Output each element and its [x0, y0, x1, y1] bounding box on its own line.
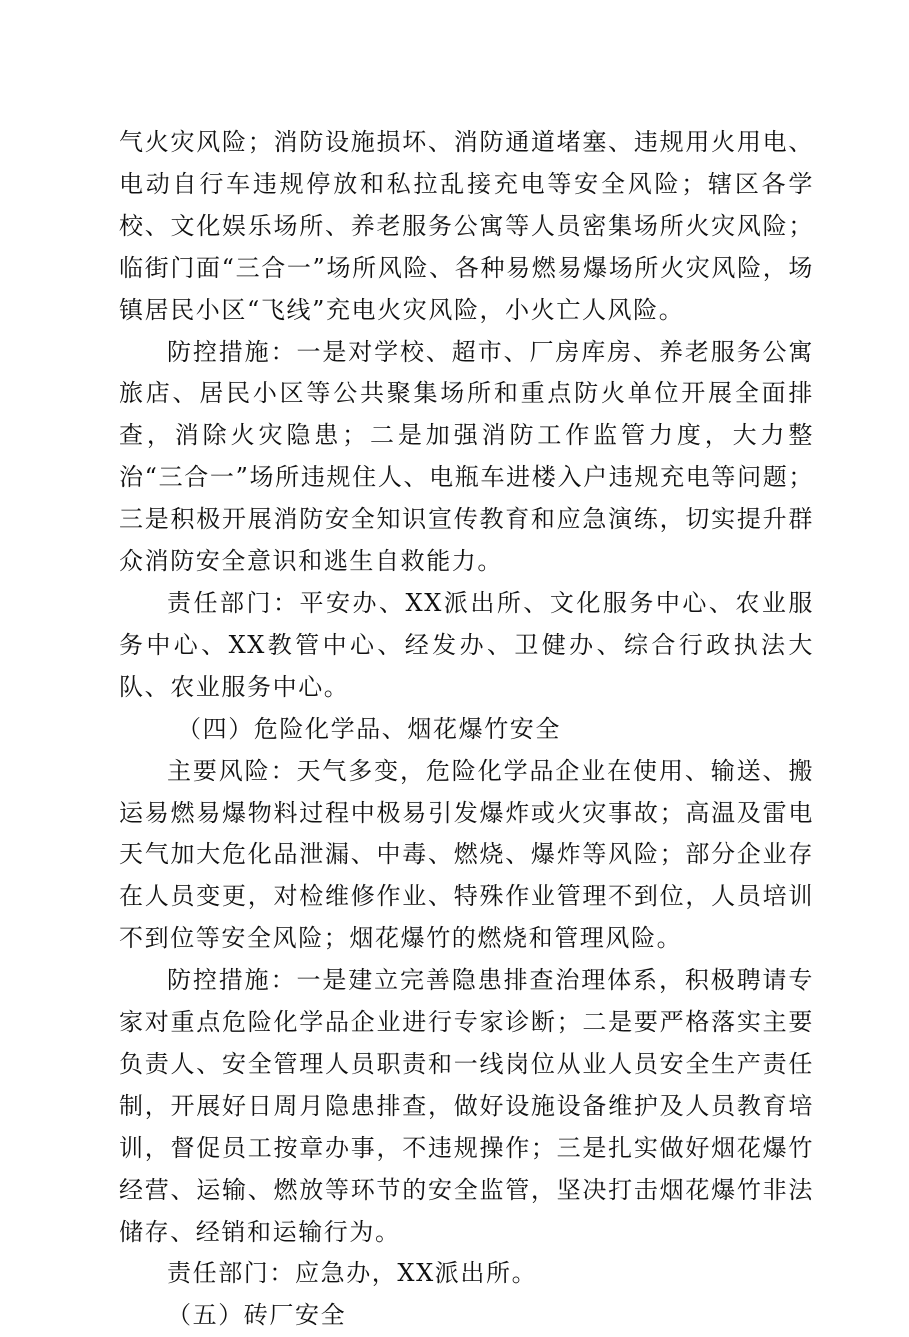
paragraph-chemical-responsible-departments: 责任部门：应急办，XX派出所。: [167, 1259, 538, 1288]
section-heading-brick-factory: （五）砖厂安全: [167, 1301, 347, 1330]
paragraph-fire-responsible-departments: 责任部门：平安办、XX派出所、文化服务中心、农业服务中心、XX教管中心、经发办、卫健办、综合行政执法大队、农业服务中心。: [119, 588, 814, 701]
section-heading-hazardous-chemicals: （四）危险化学品、烟花爆竹安全: [177, 714, 561, 743]
paragraph-chemical-main-risks: 主要风险：天气多变，危险化学品企业在使用、输送、搬运易燃易爆物料过程中极易引发爆炸或火灾事故；高温及雷电天气加大危化品泄漏、中毒、燃烧、爆炸等风险；部分企业存在人员变更，对检维修作业、特殊作业管理不到位，人员培训不到位等安全风险；烟花爆竹的燃烧和管理风险。: [119, 756, 814, 953]
paragraph-fire-prevention-measures: 防控措施：一是对学校、超市、厂房库房、养老服务公寓旅店、居民小区等公共聚集场所和重点防火单位开展全面排查，消除火灾隐患；二是加强消防工作监管力度，大力整治“三合一”场所违规住人、电瓶车进楼入户违规充电等问题；三是积极开展消防安全知识宣传教育和应急演练，切实提升群众消防安全意识和逃生自救能力。: [119, 337, 814, 576]
paragraph-fire-risk-continued: 气火灾风险；消防设施损坏、消防通道堵塞、违规用火用电、电动自行车违规停放和私拉乱接充电等安全风险；辖区各学校、文化娱乐场所、养老服务公寓等人员密集场所火灾风险；临街门面“三合一”场所风险、各种易燃易爆场所火灾风险，场镇居民小区“飞线”充电火灾风险，小火亡人风险。: [119, 128, 814, 324]
document-body: [119, 122, 814, 1337]
paragraph-chemical-prevention-measures: 防控措施：一是建立完善隐患排查治理体系，积极聘请专家对重点危险化学品企业进行专家诊断；二是要严格落实主要负责人、安全管理人员职责和一线岗位从业人员安全生产责任制，开展好日周月隐患排查，做好设施设备维护及人员教育培训，督促员工按章办事，不违规操作；三是扎实做好烟花爆竹经营、运输、燃放等环节的安全监管，坚决打击烟花爆竹非法储存、经销和运输行为。: [119, 966, 814, 1246]
